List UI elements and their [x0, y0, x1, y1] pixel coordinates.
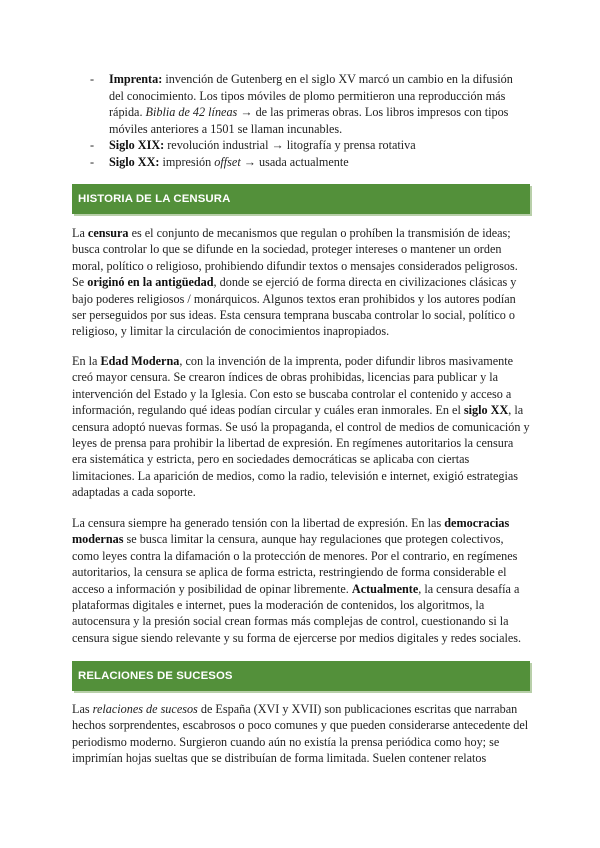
text-fragment: se busca limitar la censura, aunque hay regulaciones que protegen colectivos, como leyes contra la difamación o la protección de menores. Por el contrario, en regímenes autoritarios, la censura se aplica de forma estricta, restringiendo de forma considerable el acceso a información y posibilidad de opinar libremente. [72, 532, 518, 596]
bold-censura: censura [87, 226, 129, 240]
list-dash: - [90, 154, 95, 169]
term-siglo-xx: Siglo XX: [109, 154, 160, 169]
paragraph-democracias [72, 515, 530, 646]
italic-biblia: Biblia de 42 líneas [145, 105, 238, 120]
text-fragment: , donde se ejerció de forma directa en civilizaciones clásicas y bajo poderes religiosos / monárquicos. Algunos textos eran prohibidos y los autores podían ser perseguidos por sus ideas. Esta censura temprana buscaba controlar lo social, político o religioso, y limitar la circulación de conocimientos inapropiados. [72, 275, 517, 339]
text-imprenta-2: → de las primeras obras. Los libros impresos con tipos móviles anteriores a 1501 se llaman incunables. [109, 105, 509, 136]
bold-actualmente: Actualmente [351, 581, 419, 596]
text-fragment: La [72, 226, 88, 240]
italic-relaciones: relaciones de sucesos [92, 702, 198, 716]
print-history-list [90, 71, 530, 171]
text-fragment: En la [72, 354, 101, 368]
paragraph-censura-intro [72, 225, 530, 340]
section-header-relaciones-sucesos: RELACIONES DE SUCESOS [72, 661, 530, 691]
text-siglo-xx-1: impresión [159, 154, 215, 169]
section-header-historia-censura: HISTORIA DE LA CENSURA [72, 184, 530, 214]
list-dash: - [90, 72, 95, 86]
text-fragment: de España (XVI y XVII) son publicaciones escritas que narraban hechos sorprendentes, escabrosos o poco comunes y que pueden considerarse antecedente del periodismo moderno. Surgieron cuando aún no existía la prensa periódica como hoy; se imprimían hojas sueltas que se distribuían de forma limitada. Suelen contener relatos [72, 702, 529, 766]
text-siglo-xx-2: → usada actualmente [240, 154, 349, 169]
text-fragment: Las [72, 702, 93, 716]
list-dash: - [90, 138, 95, 153]
text-fragment: , la censura adoptó nuevas formas. Se usó la propaganda, el control de medios de comunicación y leyes de prensa para prohibir la libertad de expresión. En regímenes autoritarios la censura era sistemática y estricta, pero en sociedades democráticas se aplicaba con ciertas limitaciones. La aparición de medios, como la radio, televisión e internet, exigió estrategias adaptadas a cada soporte. [72, 403, 530, 500]
text-imprenta-1: invención de Gutenberg en el siglo XV marcó un cambio en la difusión del conocimiento. Los tipos móviles de plomo permitieron una reproducción más rápida. [109, 72, 513, 120]
text-siglo-xix: revolución industrial → litografía y prensa rotativa [164, 138, 416, 153]
term-siglo-xix: Siglo XIX: [109, 138, 165, 153]
list-item-siglo-xx [90, 154, 530, 171]
text-fragment: , la censura desafía a plataformas digitales e internet, pues la moderación de contenidos, los algoritmos, la autocensura y la presión social crean formas más complejas de control, cuestionando si la censura sigue siendo relevante y su forma de ejercerse por medios digitales y redes sociales. [72, 581, 522, 645]
italic-offset: offset [214, 154, 241, 169]
bold-antiguedad: originó en la antigüedad [87, 275, 214, 290]
text-fragment: es el conjunto de mecanismos que regulan o prohíben la transmisión de ideas; busca controlar lo que se difunde en la sociedad, proteger intereses o mantener un orden moral, político o religioso, prohibiendo difundir textos o mensajes considerados peligrosos. Se [72, 226, 518, 290]
paragraph-edad-moderna [72, 353, 530, 501]
paragraph-relaciones [72, 701, 530, 767]
text-fragment: La censura siempre ha generado tensión con la libertad de expresión. En las [72, 516, 445, 530]
bold-democracias-modernas: democracias modernas [72, 516, 510, 547]
term-imprenta: Imprenta: [109, 72, 163, 86]
list-item-siglo-xix [90, 137, 530, 154]
list-item-imprenta [90, 71, 530, 137]
bold-edad-moderna: Edad Moderna [100, 354, 180, 368]
bold-siglo-xx: siglo XX [463, 403, 509, 418]
text-fragment: , con la invención de la imprenta, poder difundir libros masivamente creó mayor censura. Se crearon índices de obras prohibidas, licencias para publicar y la intervención del Estado y la Iglesia. Con esto se buscaba controlar el contenido y acceso a información, regulando qué ideas podían circular y cuáles eran inmorales. En el [72, 354, 514, 418]
